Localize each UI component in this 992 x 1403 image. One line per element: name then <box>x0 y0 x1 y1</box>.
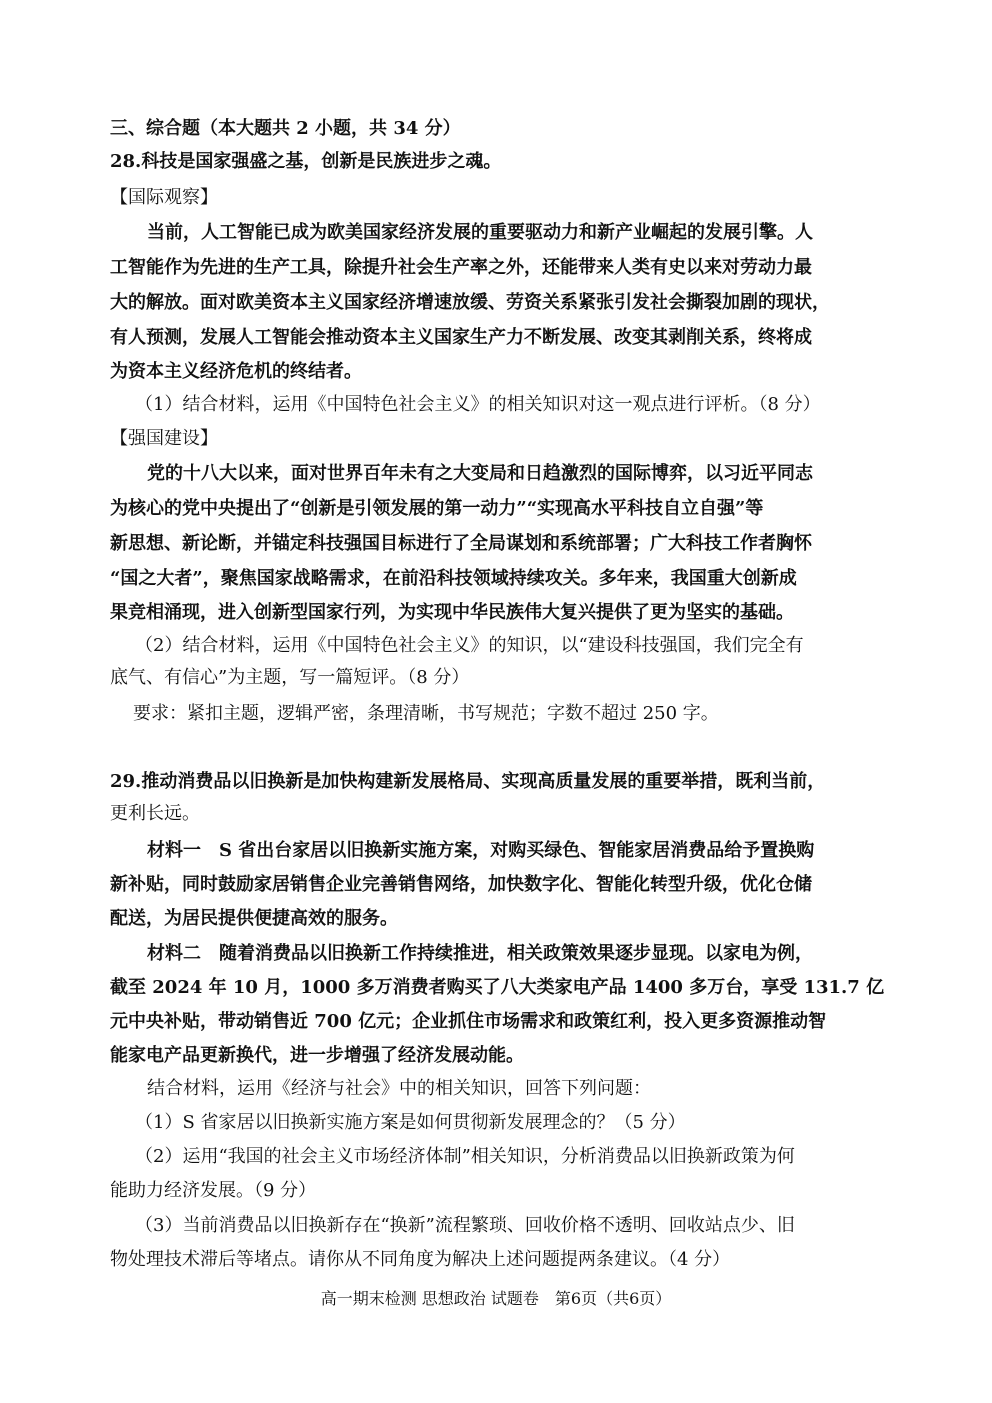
q28-material1-line: 大的解放。面对欧美资本主义国家经济增速放缓、劳资关系紧张引发社会撕裂加剧的现状， <box>110 292 830 313</box>
q29-material1-line: 配送，为居民提供便捷高效的服务。 <box>110 908 398 929</box>
q28-requirement: 要求：紧扣主题，逻辑严密，条理清晰，书写规范；字数不超过 250 字。 <box>133 703 719 724</box>
q29-material2-line: 材料二 随着消费品以旧换新工作持续推进，相关政策效果逐步显现。以家电为例， <box>147 943 813 964</box>
q29-material2-line: 能家电产品更新换代，进一步增强了经济发展动能。 <box>110 1045 524 1066</box>
q28-subquestion-1: （1）结合材料，运用《中国特色社会主义》的相关知识对这一观点进行评析。（8 分） <box>135 394 821 415</box>
q28-material1-line: 为资本主义经济危机的终结者。 <box>110 361 362 382</box>
q28-intro: 28.科技是国家强盛之基，创新是民族进步之魂。 <box>110 151 502 172</box>
q29-material2-line: 截至 2024 年 10 月，1000 多万消费者购买了八大类家电产品 1400 多万台，享受 131.7 亿 <box>110 977 885 998</box>
q29-material1-line: 新补贴，同时鼓励家居销售企业完善销售网络，加快数字化、智能化转型升级，优化仓储 <box>110 874 812 895</box>
q28-material1-line: 工智能作为先进的生产工具，除提升社会生产率之外，还能带来人类有史以来对劳动力最 <box>110 257 812 278</box>
q29-intro: 更利长远。 <box>110 803 200 824</box>
q29-subquestion-2: 能助力经济发展。（9 分） <box>110 1180 317 1201</box>
q28-material2-line: 为核心的党中央提出了“创新是引领发展的第一动力”“实现高水平科技自立自强”等 <box>110 498 764 519</box>
section-heading: 三、综合题（本大题共 2 小题，共 34 分） <box>110 118 461 139</box>
q28-subquestion-2: 底气、有信心”为主题，写一篇短评。（8 分） <box>110 667 470 688</box>
q28-material2-line: 果竞相涌现，进入创新型国家行列，为实现中华民族伟大复兴提供了更为坚实的基础。 <box>110 602 794 623</box>
q28-tag-power: 【强国建设】 <box>110 428 218 449</box>
q29-material2-line: 元中央补贴，带动销售近 700 亿元；企业抓住市场需求和政策红利，投入更多资源推动智 <box>110 1011 827 1032</box>
q28-subquestion-2: （2）结合材料，运用《中国特色社会主义》的知识，以“建设科技强国，我们完全有 <box>135 635 804 656</box>
q28-material1-line: 有人预测，发展人工智能会推动资本主义国家生产力不断发展、改变其剥削关系，终将成 <box>110 327 812 348</box>
q29-intro: 29.推动消费品以旧换新是加快构建新发展格局、实现高质量发展的重要举措，既利当前， <box>110 771 826 792</box>
q28-tag-international: 【国际观察】 <box>110 187 218 208</box>
q28-material2-line: “国之大者”，聚焦国家战略需求，在前沿科技领域持续攻关。多年来，我国重大创新成 <box>110 568 797 589</box>
q29-lead: 结合材料，运用《经济与社会》中的相关知识，回答下列问题： <box>147 1078 651 1099</box>
q28-material2-line: 新思想、新论断，并锚定科技强国目标进行了全局谋划和系统部署；广大科技工作者胸怀 <box>110 533 812 554</box>
q28-material2-line: 党的十八大以来，面对世界百年未有之大变局和日趋激烈的国际博弈，以习近平同志 <box>147 463 813 484</box>
q28-material1-line: 当前，人工智能已成为欧美国家经济发展的重要驱动力和新产业崛起的发展引擎。人 <box>147 222 813 243</box>
q29-subquestion-1: （1）S 省家居以旧换新实施方案是如何贯彻新发展理念的？（5 分） <box>135 1112 686 1133</box>
q29-material1-line: 材料一 S 省出台家居以旧换新实施方案，对购买绿色、智能家居消费品给予置换购 <box>147 840 815 861</box>
page-footer: 高一期末检测 思想政治 试题卷 第6页（共6页） <box>320 1289 672 1308</box>
q29-subquestion-2: （2）运用“我国的社会主义市场经济体制”相关知识，分析消费品以旧换新政策为何 <box>135 1146 795 1167</box>
q29-subquestion-3: 物处理技术滞后等堵点。请你从不同角度为解决上述问题提两条建议。（4 分） <box>110 1249 731 1270</box>
q29-subquestion-3: （3）当前消费品以旧换新存在“换新”流程繁琐、回收价格不透明、回收站点少、旧 <box>135 1215 795 1236</box>
